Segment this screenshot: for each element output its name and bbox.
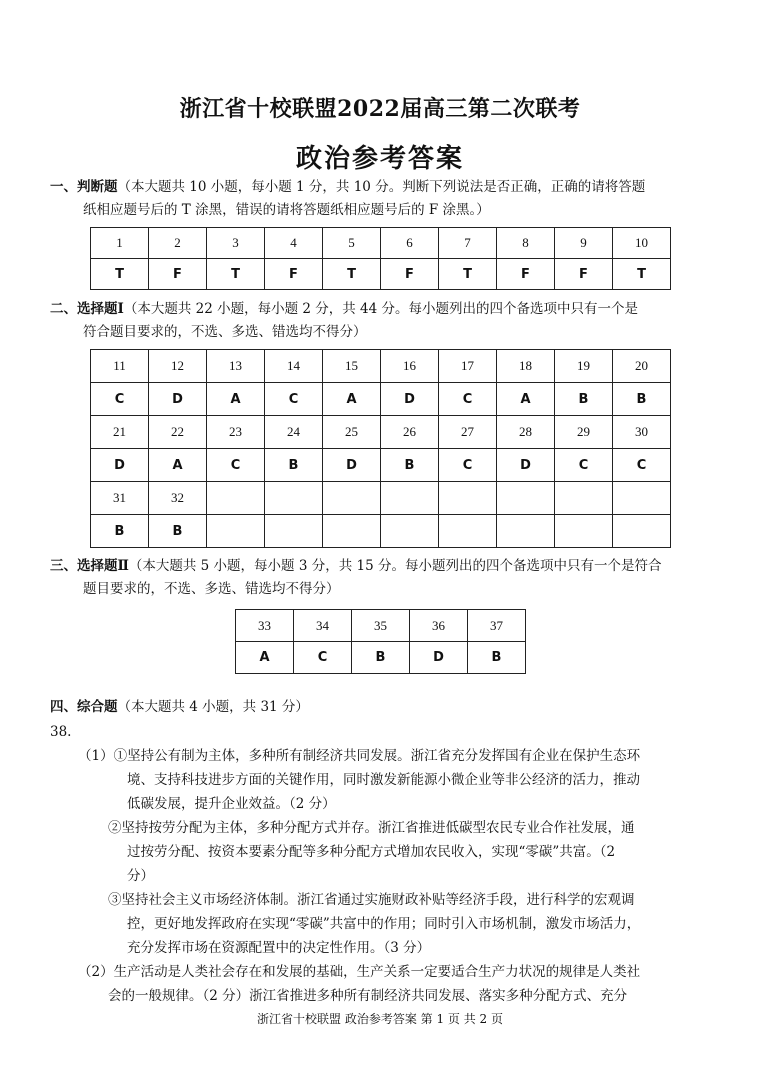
question-number-cell: [381, 482, 439, 515]
answer-cell: F: [265, 259, 323, 290]
page-subtitle: 政治参考答案: [295, 144, 464, 174]
question-number-cell: 1: [91, 228, 149, 259]
table-row: [91, 383, 671, 416]
answer-cell: T: [323, 259, 381, 290]
answer-cell: B: [555, 383, 613, 416]
answer-cell: T: [91, 259, 149, 290]
question-number-cell: [555, 482, 613, 515]
answer-cell: [381, 515, 439, 548]
answer-cell: [265, 515, 323, 548]
answer-cell: B: [149, 515, 207, 548]
answer-cell: A: [207, 383, 265, 416]
answer-cell: F: [497, 259, 555, 290]
table-row: [91, 449, 671, 482]
section-2-desc-line1: （本大题共 22 小题，每小题 2 分，共 44 分。每小题列出的四个备选项中只有一个是: [123, 301, 639, 317]
table-row: [91, 350, 671, 383]
question-number-cell: 30: [613, 416, 671, 449]
section-4-intro: [50, 696, 730, 719]
question-number-cell: [439, 482, 497, 515]
question-number-cell: 5: [323, 228, 381, 259]
question-number-cell: 21: [91, 416, 149, 449]
answer-cell: T: [613, 259, 671, 290]
question-number-cell: 7: [439, 228, 497, 259]
answer-cell: C: [439, 383, 497, 416]
answer-line: 控，更好地发挥政府在实现“零碳”共富中的作用；同时引入市场机制，激发市场活力，: [127, 916, 641, 932]
answer-cell: C: [265, 383, 323, 416]
answer-line: （1）①坚持公有制为主体，多种所有制经济共同发展。浙江省充分发挥国有企业在保护生态环: [78, 748, 641, 764]
answer-cell: B: [91, 515, 149, 548]
question-number-cell: 4: [265, 228, 323, 259]
answer-cell: C: [613, 449, 671, 482]
answer-cell: C: [555, 449, 613, 482]
question-number-cell: 24: [265, 416, 323, 449]
question-number-cell: 10: [613, 228, 671, 259]
question-number-cell: 33: [236, 610, 294, 642]
answer-cell: T: [207, 259, 265, 290]
answer-cell: [439, 515, 497, 548]
table-row: [91, 515, 671, 548]
question-number-cell: 14: [265, 350, 323, 383]
section-3-answer-table: [235, 609, 526, 674]
section-2-heading: 二、选择题Ⅰ: [50, 301, 124, 317]
answer-cell: [497, 515, 555, 548]
question-number-cell: 16: [381, 350, 439, 383]
question-number-cell: 26: [381, 416, 439, 449]
answer-cell: A: [323, 383, 381, 416]
table-row: [91, 228, 671, 259]
answer-line: ②坚持按劳分配为主体，多种分配方式并存。浙江省推进低碳型农民专业合作社发展，通: [108, 820, 635, 836]
answer-line: 过按劳分配、按资本要素分配等多种分配方式增加农民收入，实现“零碳”共富。（2: [127, 844, 616, 860]
answer-cell: D: [410, 642, 468, 674]
answer-cell: A: [236, 642, 294, 674]
table-row: [91, 482, 671, 515]
answer-cell: F: [381, 259, 439, 290]
question-number-cell: 29: [555, 416, 613, 449]
question-number-cell: 27: [439, 416, 497, 449]
section-1-intro: [50, 176, 730, 222]
question-number-cell: 23: [207, 416, 265, 449]
section-4-heading: 四、综合题: [50, 699, 118, 715]
answer-line: ③坚持社会主义市场经济体制。浙江省通过实施财政补贴等经济手段，进行科学的宏观调: [108, 892, 635, 908]
question-number-cell: 13: [207, 350, 265, 383]
question-number-cell: 32: [149, 482, 207, 515]
answer-cell: C: [207, 449, 265, 482]
question-number-cell: 15: [323, 350, 381, 383]
answer-cell: C: [294, 642, 352, 674]
question-number-cell: 34: [294, 610, 352, 642]
answer-cell: [323, 515, 381, 548]
question-number-cell: 3: [207, 228, 265, 259]
page-title: 浙江省十校联盟2022届高三第二次联考: [179, 96, 581, 122]
section-3-heading: 三、选择题Ⅱ: [50, 558, 129, 574]
answer-cell: D: [497, 449, 555, 482]
answer-cell: A: [149, 449, 207, 482]
section-2-desc-line2: 符合题目要求的，不选、多选、错选均不得分）: [83, 324, 367, 340]
answer-cell: B: [352, 642, 410, 674]
answer-line: 低碳发展，提升企业效益。（2 分）: [127, 796, 336, 812]
answer-cell: D: [149, 383, 207, 416]
section-1-desc-line2: 纸相应题号后的 T 涂黑，错误的请将答题纸相应题号后的 F 涂黑。）: [83, 202, 490, 218]
section-1-heading: 一、判断题: [50, 179, 118, 195]
question-number-cell: 8: [497, 228, 555, 259]
question-38-answer: [78, 744, 738, 1008]
question-number-cell: 12: [149, 350, 207, 383]
answer-line: （2）生产活动是人类社会存在和发展的基础，生产关系一定要适合生产力状况的规律是人类社: [78, 964, 641, 980]
answer-cell: B: [381, 449, 439, 482]
question-38-label: 38.: [50, 724, 72, 740]
section-2-intro: [50, 298, 730, 344]
answer-cell: D: [91, 449, 149, 482]
question-number-cell: 37: [468, 610, 526, 642]
question-number-cell: [497, 482, 555, 515]
section-3-intro: [50, 555, 730, 601]
answer-cell: F: [555, 259, 613, 290]
question-number-cell: 18: [497, 350, 555, 383]
question-number-cell: [207, 482, 265, 515]
question-number-cell: 20: [613, 350, 671, 383]
answer-cell: C: [439, 449, 497, 482]
answer-cell: B: [613, 383, 671, 416]
answer-cell: D: [323, 449, 381, 482]
question-number-cell: 31: [91, 482, 149, 515]
section-1-answer-table: [90, 227, 671, 290]
question-number-cell: 9: [555, 228, 613, 259]
section-2-answer-table: [90, 349, 671, 548]
answer-line: 充分发挥市场在资源配置中的决定性作用。（3 分）: [127, 940, 431, 956]
question-number-cell: [323, 482, 381, 515]
question-number-cell: 28: [497, 416, 555, 449]
question-number-cell: 22: [149, 416, 207, 449]
answer-cell: [613, 515, 671, 548]
question-number-cell: 25: [323, 416, 381, 449]
answer-cell: B: [468, 642, 526, 674]
table-row: [91, 416, 671, 449]
answer-cell: B: [265, 449, 323, 482]
question-number-cell: 11: [91, 350, 149, 383]
answer-cell: D: [381, 383, 439, 416]
section-4-desc: （本大题共 4 小题，共 31 分）: [117, 699, 309, 715]
answer-cell: [555, 515, 613, 548]
answer-cell: C: [91, 383, 149, 416]
answer-line: 会的一般规律。（2 分）浙江省推进多种所有制经济共同发展、落实多种分配方式、充分: [108, 988, 628, 1004]
section-3-desc-line1: （本大题共 5 小题，每小题 3 分，共 15 分。每小题列出的四个备选项中只有一个是符合: [128, 558, 662, 574]
question-number-cell: [613, 482, 671, 515]
question-number-cell: 17: [439, 350, 497, 383]
answer-line: 境、支持科技进步方面的关键作用，同时激发新能源小微企业等非公经济的活力，推动: [127, 772, 640, 788]
answer-cell: F: [149, 259, 207, 290]
section-3-desc-line2: 题目要求的，不选、多选、错选均不得分）: [83, 581, 340, 597]
answer-line: 分）: [127, 868, 154, 884]
question-number-cell: 36: [410, 610, 468, 642]
question-number-cell: 2: [149, 228, 207, 259]
question-number-cell: 19: [555, 350, 613, 383]
table-row: [236, 642, 526, 674]
table-row: [236, 610, 526, 642]
question-number-cell: 35: [352, 610, 410, 642]
question-number-cell: [265, 482, 323, 515]
answer-cell: [207, 515, 265, 548]
table-row: [91, 259, 671, 290]
answer-cell: T: [439, 259, 497, 290]
question-number-cell: 6: [381, 228, 439, 259]
section-1-desc-line1: （本大题共 10 小题，每小题 1 分，共 10 分。判断下列说法是否正确，正确的请将答题: [117, 179, 646, 195]
page-footer: 浙江省十校联盟 政治参考答案 第 1 页 共 2 页: [257, 1012, 503, 1026]
answer-cell: A: [497, 383, 555, 416]
